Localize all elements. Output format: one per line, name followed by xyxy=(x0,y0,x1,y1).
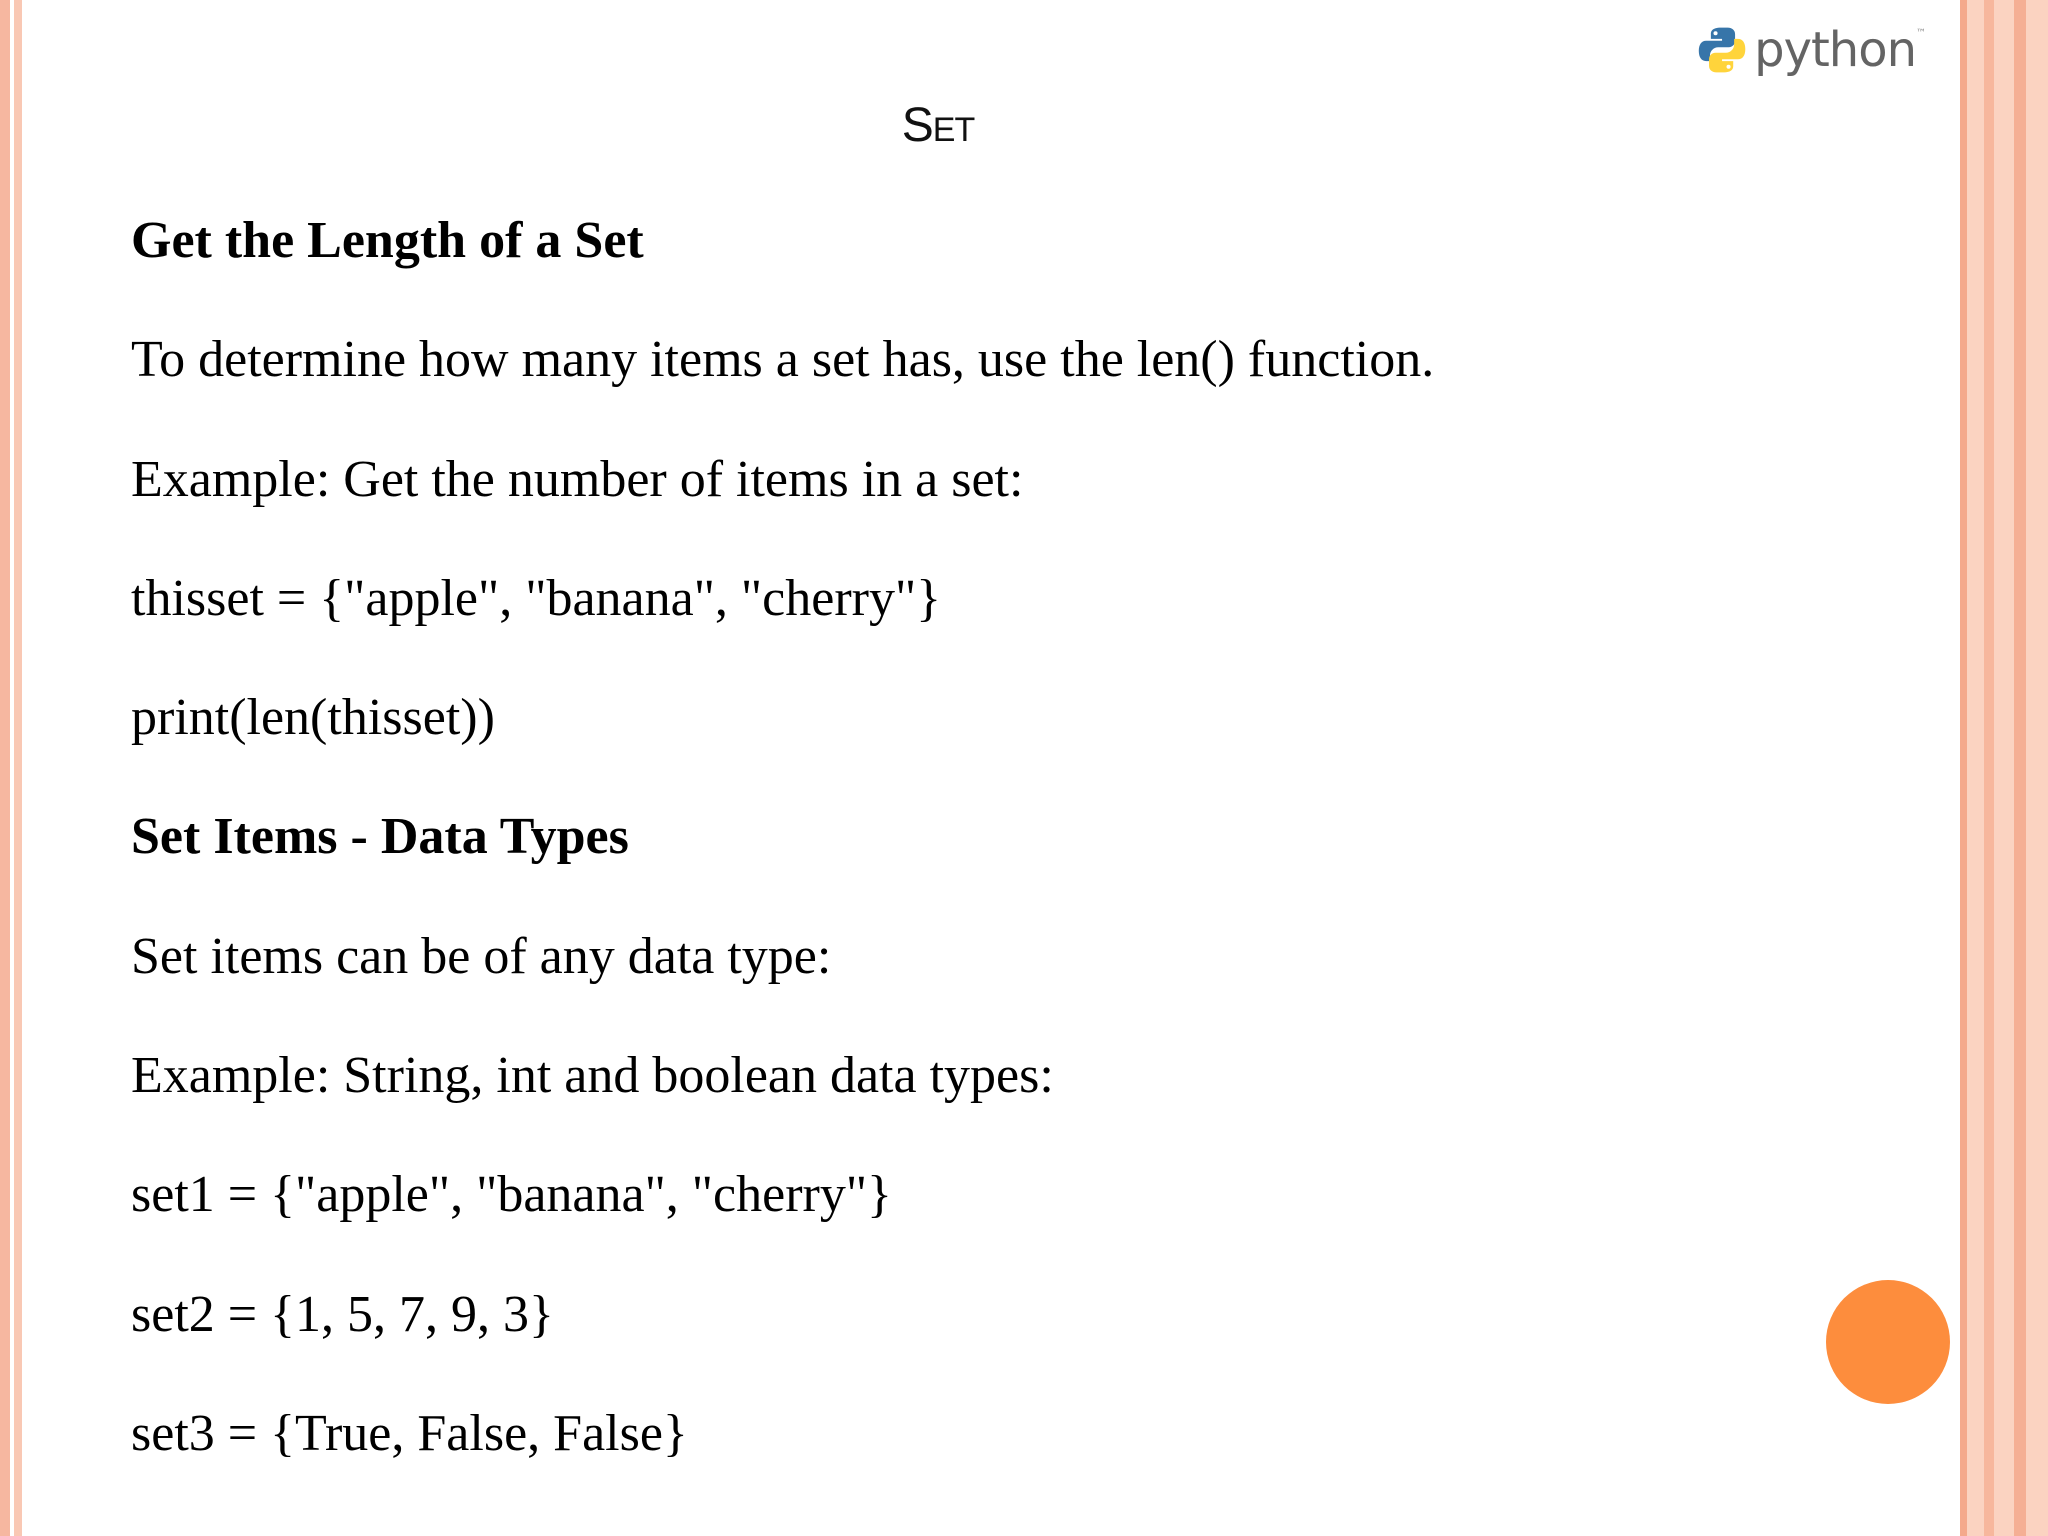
right-border-line xyxy=(1984,0,1994,1536)
right-border-line xyxy=(2014,0,2026,1536)
right-border-band xyxy=(1962,0,2048,1536)
left-border-stripe xyxy=(0,0,10,1536)
slide-title: Set xyxy=(901,99,975,152)
python-logo xyxy=(1696,20,1926,80)
example-label-data-types: Example: String, int and boolean data types: xyxy=(131,1047,1054,1105)
left-border-stripe-inner xyxy=(14,0,22,1536)
code-line-print: print(len(thisset)) xyxy=(131,689,495,747)
python-logo-text: python xyxy=(1754,22,1916,78)
code-line-thisset: thisset = {"apple", "banana", "cherry"} xyxy=(131,569,942,627)
heading-length-of-set: Get the Length of a Set xyxy=(131,212,644,269)
heading-data-types: Set Items - Data Types xyxy=(131,808,629,866)
code-line-set3: set3 = {True, False, False} xyxy=(131,1404,688,1462)
paragraph-any-data-type: Set items can be of any data type: xyxy=(131,927,832,985)
code-line-set2: set2 = {1, 5, 7, 9, 3} xyxy=(131,1285,555,1343)
slide-content xyxy=(131,206,1911,1518)
code-line-set1: set1 = {"apple", "banana", "cherry"} xyxy=(131,1166,893,1224)
trademark-mark: ™ xyxy=(1916,28,1926,39)
example-label-length: Example: Get the number of items in a set: xyxy=(131,450,1024,508)
right-border-line xyxy=(1960,0,1967,1536)
python-snake-icon xyxy=(1696,22,1748,78)
decorative-orange-circle xyxy=(1826,1280,1950,1404)
paragraph-len-function: To determine how many items a set has, use the len() function. xyxy=(131,331,1435,389)
